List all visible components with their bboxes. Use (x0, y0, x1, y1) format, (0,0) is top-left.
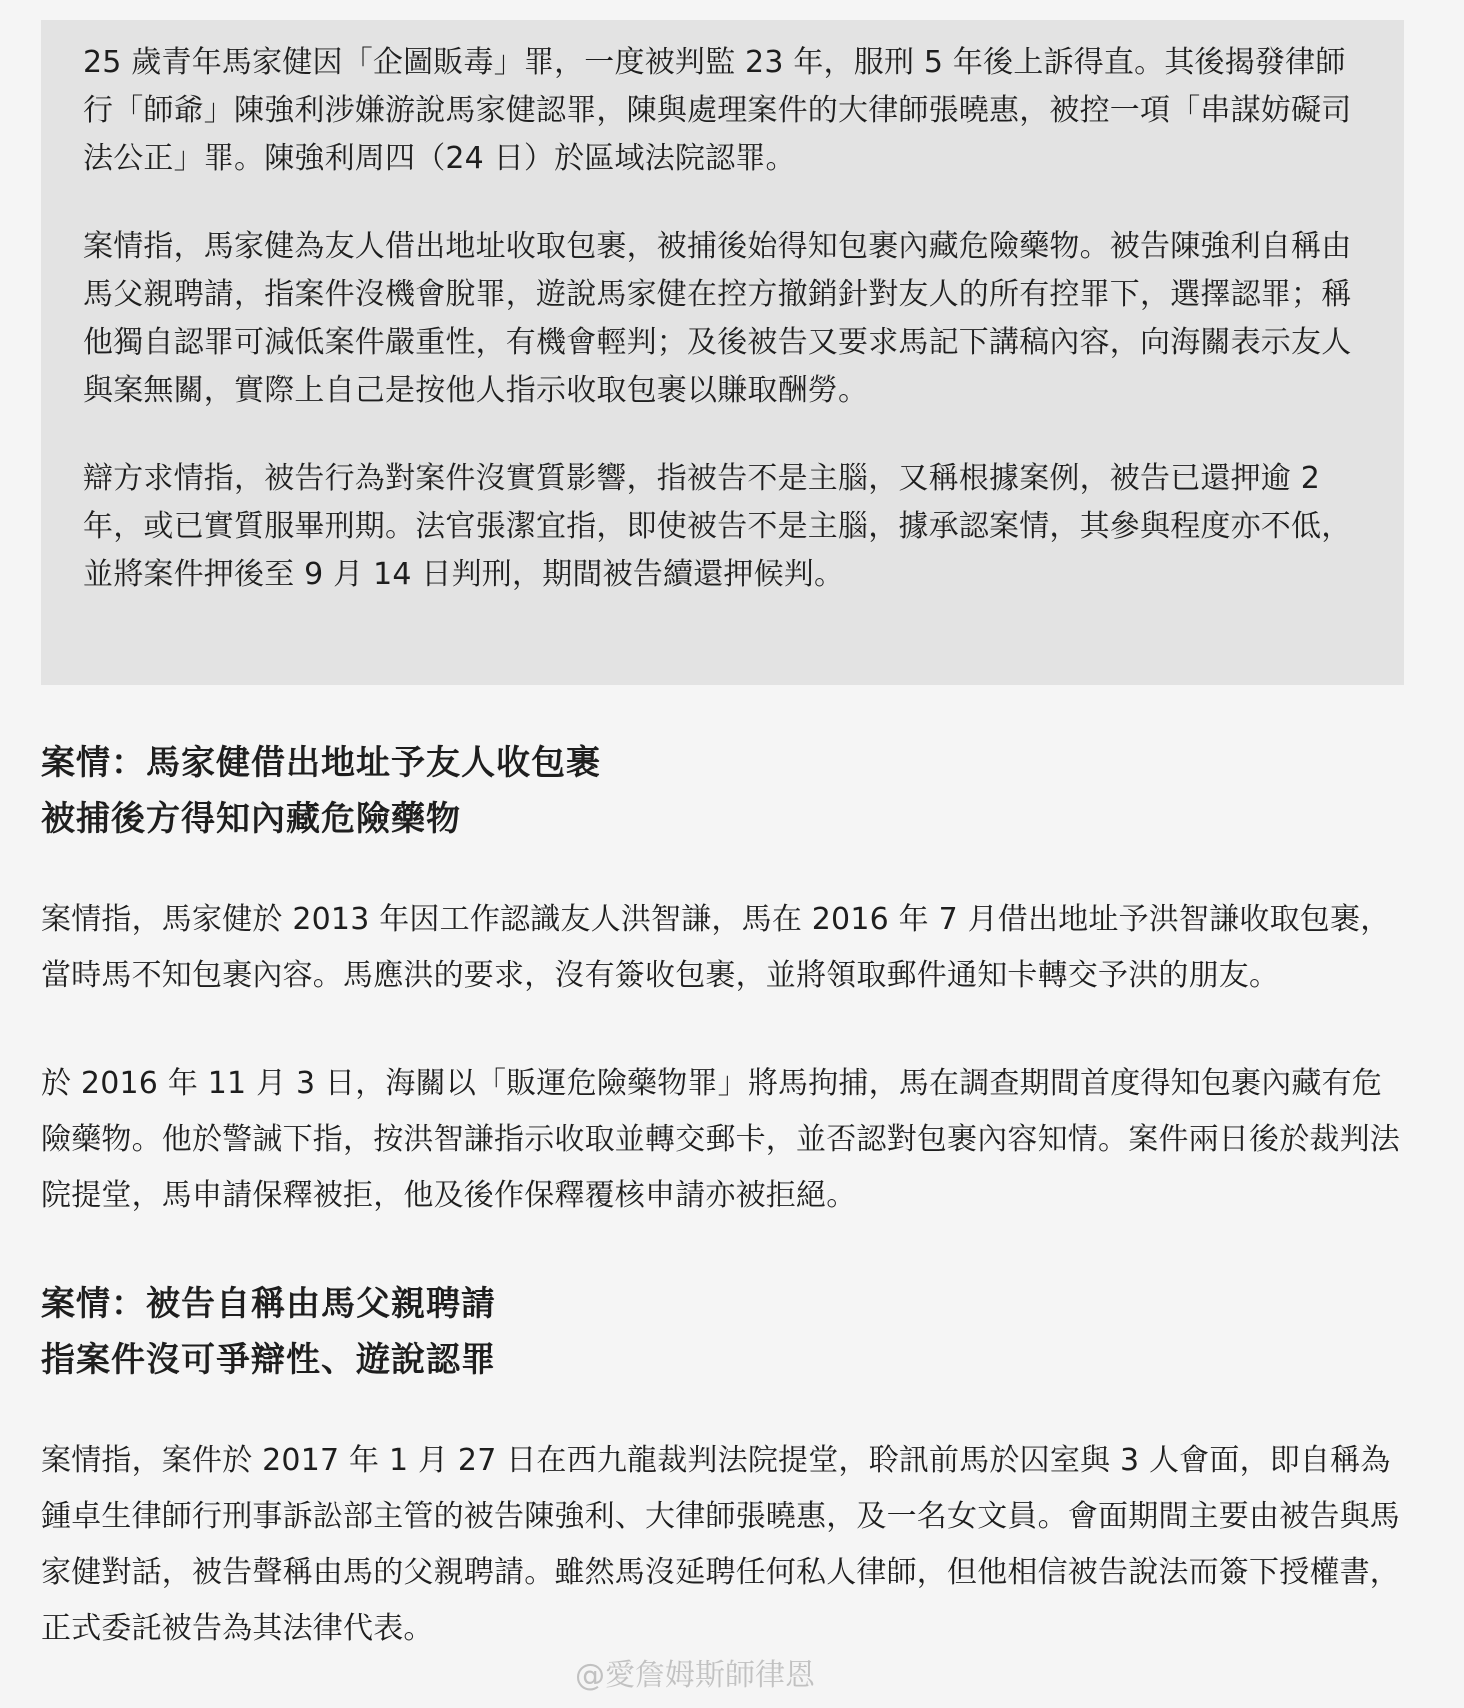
summary-paragraph: 25 歲青年馬家健因「企圖販毒」罪，一度被判監 23 年，服刑 5 年後上訴得直。其後揭發律師行「師爺」陳強利涉嫌游說馬家健認罪，陳與處理案件的大律師張曉惠，被控一項「串謀妨礙司法公正」罪。陳強利周四（24 日）於區域法院認罪。 (83, 45, 1352, 176)
section-heading-line: 指案件沒可爭辯性、遊說認罪 (41, 1340, 496, 1380)
summary-paragraph: 辯方求情指，被告行為對案件沒實質影響，指被告不是主腦，又稱根據案例，被告已還押逾 2 年，或已實質服畢刑期。法官張潔宜指，即使被告不是主腦，據承認案情，其參與程度亦不低，並將案件押後至 9 月 14 日判刑，期間被告續還押候判。 (83, 461, 1352, 592)
section-heading-line: 案情：馬家健借出地址予友人收包裹 (41, 743, 601, 783)
section-heading-line: 案情：被告自稱由馬父親聘請 (41, 1284, 496, 1324)
body-paragraph: 於 2016 年 11 月 3 日，海關以「販運危險藥物罪」將馬拘捕，馬在調查期間首度得知包裹內藏有危險藥物。他於警誡下指，按洪智謙指示收取並轉交郵卡，並否認對包裹內容知情。案件兩日後於裁判法院提堂，馬申請保釋被拒，他及後作保釋覆核申請亦被拒絕。 (41, 1066, 1400, 1213)
summary-paragraph: 案情指，馬家健為友人借出地址收取包裹，被捕後始得知包裹內藏危險藥物。被告陳強利自稱由馬父親聘請，指案件沒機會脫罪，遊說馬家健在控方撤銷針對友人的所有控罪下，選擇認罪；稱他獨自認罪可減低案件嚴重性，有機會輕判；及後被告又要求馬記下講稿內容，向海關表示友人與案無關，實際上自己是按他人指示收取包裹以賺取酬勞。 (83, 229, 1352, 408)
article-body (41, 735, 1409, 1657)
watermark: @愛詹姆斯師律恩 (575, 1658, 815, 1693)
section-heading (41, 1276, 1409, 1388)
article-summary-box (41, 20, 1404, 685)
body-paragraph: 案情指，馬家健於 2013 年因工作認識友人洪智謙，馬在 2016 年 7 月借出地址予洪智謙收取包裹，當時馬不知包裹內容。馬應洪的要求，沒有簽收包裹，並將領取郵件通知卡轉交予洪的朋友。 (41, 902, 1391, 993)
section-heading (41, 735, 1409, 847)
body-paragraph: 案情指，案件於 2017 年 1 月 27 日在西九龍裁判法院提堂，聆訊前馬於囚室與 3 人會面，即自稱為鍾卓生律師行刑事訴訟部主管的被告陳強利、大律師張曉惠，及一名女文員。會面期間主要由被告與馬家健對話，被告聲稱由馬的父親聘請。雖然馬沒延聘任何私人律師，但他相信被告說法而簽下授權書，正式委託被告為其法律代表。 (41, 1443, 1400, 1646)
section-heading-line: 被捕後方得知內藏危險藥物 (41, 799, 461, 839)
